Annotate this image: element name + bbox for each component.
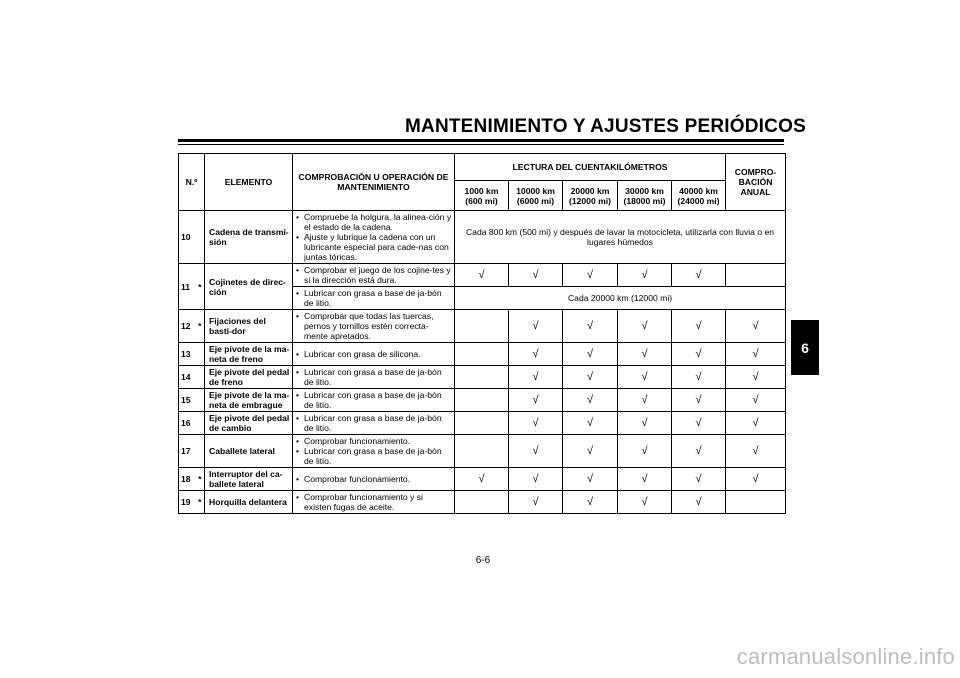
interval-km: 10000 km <box>516 185 555 196</box>
table-row <box>179 264 786 287</box>
check-mark: √ <box>618 264 672 287</box>
check-mark: √ <box>563 491 618 514</box>
empty-cell <box>726 491 786 514</box>
check-mark: √ <box>509 389 563 412</box>
empty-cell <box>455 310 509 343</box>
header-odometer: LECTURA DEL CUENTAKILÓMETROS <box>455 154 726 181</box>
check-mark: √ <box>509 343 563 366</box>
interval-mi: (600 mi) <box>465 195 498 206</box>
operation-bullet: • Lubricar con grasa de silicona. <box>295 349 452 359</box>
dealer-service-mark: * <box>196 310 205 343</box>
interval-mi: (24000 mi) <box>677 195 720 206</box>
check-mark: √ <box>563 343 618 366</box>
interval-km: 20000 km <box>570 185 610 196</box>
check-mark: √ <box>509 468 563 491</box>
check-mark: √ <box>726 310 786 343</box>
item-number: 18 <box>179 468 196 491</box>
item-number: 14 <box>179 366 196 389</box>
check-mark: √ <box>455 468 509 491</box>
table-row <box>179 435 786 468</box>
item-element: Eje pivote de la ma-neta de embrague <box>205 389 293 412</box>
item-element: Horquilla delantera <box>205 491 293 514</box>
item-element: Cojinetes de direc-ción <box>205 264 293 310</box>
interval-km: 1000 km <box>464 185 499 196</box>
item-number: 17 <box>179 435 196 468</box>
item-element: Fijaciones del basti-dor <box>205 310 293 343</box>
check-mark: √ <box>672 412 726 435</box>
header-element: ELEMENTO <box>205 154 293 211</box>
empty-cell <box>455 366 509 389</box>
check-mark: √ <box>726 468 786 491</box>
header-interval <box>509 181 563 211</box>
item-element: Eje pivote de la ma-neta de freno <box>205 343 293 366</box>
check-mark: √ <box>618 412 672 435</box>
header-interval <box>618 181 672 211</box>
page-number: 6-6 <box>475 555 491 566</box>
item-operation <box>293 412 455 435</box>
item-operation <box>293 211 455 264</box>
item-number: 19 <box>179 491 196 514</box>
chapter-tab: 6 <box>791 320 819 375</box>
check-mark: √ <box>618 491 672 514</box>
check-mark: √ <box>455 264 509 287</box>
item-operation <box>293 389 455 412</box>
interval-mi: (6000 mi) <box>516 195 555 206</box>
interval-note: Cada 20000 km (12000 mi) <box>455 287 786 310</box>
item-element: Caballete lateral <box>205 435 293 468</box>
item-operation <box>293 287 455 310</box>
check-mark: √ <box>618 389 672 412</box>
title-rule-thin <box>178 144 784 145</box>
table-row <box>179 491 786 514</box>
item-element: Cadena de transmi-sión <box>205 211 293 264</box>
check-mark: √ <box>672 343 726 366</box>
operation-bullet: • Ajuste y lubrique la cadena con un lubricante especial para cade-nas con juntas tóricas. <box>295 232 452 262</box>
dealer-service-mark <box>196 435 205 468</box>
empty-cell <box>455 389 509 412</box>
operation-bullet: • Lubricar con grasa a base de ja-bón de litio. <box>295 288 452 308</box>
item-number: 16 <box>179 412 196 435</box>
page-title: MANTENIMIENTO Y AJUSTES PERIÓDICOS <box>405 116 806 137</box>
operation-bullet: • Compruebe la holgura, la alinea-ción y el estado de la cadena. <box>295 212 452 232</box>
operation-bullet: • Comprobar el juego de los cojine-tes y si la dirección está dura. <box>295 265 452 285</box>
check-mark: √ <box>618 366 672 389</box>
table-row <box>179 211 786 264</box>
check-mark: √ <box>509 412 563 435</box>
check-mark: √ <box>563 366 618 389</box>
item-element: Eje pivote del pedal de cambio <box>205 412 293 435</box>
dealer-service-mark <box>196 343 205 366</box>
item-number: 11 <box>179 264 196 310</box>
check-mark: √ <box>672 435 726 468</box>
check-mark: √ <box>672 366 726 389</box>
check-mark: √ <box>618 435 672 468</box>
watermark: carmanualsonline.info <box>736 644 955 669</box>
check-mark: √ <box>726 412 786 435</box>
operation-bullet: • Lubricar con grasa a base de ja-bón de litio. <box>295 413 452 433</box>
item-operation <box>293 264 455 287</box>
header-interval <box>672 181 726 211</box>
empty-cell <box>455 412 509 435</box>
dealer-service-mark <box>196 389 205 412</box>
check-mark: √ <box>672 491 726 514</box>
check-mark: √ <box>509 366 563 389</box>
dealer-service-mark: * <box>196 491 205 514</box>
check-mark: √ <box>563 412 618 435</box>
check-mark: √ <box>509 310 563 343</box>
item-operation <box>293 435 455 468</box>
table-row <box>179 468 786 491</box>
header-annual: COMPRO-BACIÓN ANUAL <box>726 154 786 211</box>
empty-cell <box>455 491 509 514</box>
operation-bullet: • Comprobar funcionamiento y si existen fugas de aceite. <box>295 492 452 512</box>
check-mark: √ <box>563 468 618 491</box>
empty-cell <box>726 264 786 287</box>
interval-km: 30000 km <box>625 185 664 196</box>
table-row <box>179 366 786 389</box>
interval-mi: (18000 mi) <box>623 195 666 206</box>
item-element: Eje pivote del pedal de freno <box>205 366 293 389</box>
check-mark: √ <box>618 310 672 343</box>
check-mark: √ <box>618 343 672 366</box>
item-number: 15 <box>179 389 196 412</box>
header-operation: COMPROBACIÓN U OPERACIÓN DE MANTENIMIENTO <box>293 154 455 211</box>
interval-note: Cada 800 km (500 mi) y después de lavar la motocicleta, utilizarla con lluvia o en lugares húmedos <box>455 211 786 264</box>
check-mark: √ <box>726 343 786 366</box>
check-mark: √ <box>726 389 786 412</box>
header-number: N.º <box>179 154 205 211</box>
check-mark: √ <box>509 491 563 514</box>
item-operation <box>293 366 455 389</box>
check-mark: √ <box>726 435 786 468</box>
item-number: 12 <box>179 310 196 343</box>
item-operation <box>293 343 455 366</box>
item-operation <box>293 491 455 514</box>
dealer-service-mark: * <box>196 468 205 491</box>
dealer-service-mark <box>196 211 205 264</box>
check-mark: √ <box>563 435 618 468</box>
check-mark: √ <box>672 389 726 412</box>
operation-bullet: • Comprobar funcionamiento. <box>295 474 452 484</box>
dealer-service-mark <box>196 366 205 389</box>
check-mark: √ <box>563 389 618 412</box>
dealer-service-mark: * <box>196 264 205 310</box>
check-mark: √ <box>563 264 618 287</box>
header-interval <box>455 181 509 211</box>
operation-bullet: • Lubricar con grasa a base de ja-bón de litio. <box>295 367 452 387</box>
table-row <box>179 412 786 435</box>
operation-bullet: • Lubricar con grasa a base de ja-bón de litio. <box>295 390 452 410</box>
item-operation <box>293 310 455 343</box>
table-row <box>179 343 786 366</box>
item-number: 10 <box>179 211 196 264</box>
header-interval <box>563 181 618 211</box>
check-mark: √ <box>726 366 786 389</box>
check-mark: √ <box>672 264 726 287</box>
title-rule-thick <box>178 139 784 142</box>
item-operation <box>293 468 455 491</box>
operation-bullet: • Comprobar funcionamiento. <box>295 436 452 446</box>
interval-mi: (12000 mi) <box>568 195 612 206</box>
check-mark: √ <box>618 468 672 491</box>
item-element: Interruptor del ca-ballete lateral <box>205 468 293 491</box>
item-number: 13 <box>179 343 196 366</box>
check-mark: √ <box>672 468 726 491</box>
interval-km: 40000 km <box>679 185 718 196</box>
operation-bullet: • Comprobar que todas las tuercas, pernos y tornillos estén correcta-mente apretados. <box>295 311 452 341</box>
dealer-service-mark <box>196 412 205 435</box>
check-mark: √ <box>509 264 563 287</box>
check-mark: √ <box>563 310 618 343</box>
check-mark: √ <box>509 435 563 468</box>
maintenance-table <box>178 153 786 514</box>
empty-cell <box>455 343 509 366</box>
table-row <box>179 389 786 412</box>
table-row <box>179 310 786 343</box>
check-mark: √ <box>672 310 726 343</box>
operation-bullet: • Lubricar con grasa a base de ja-bón de litio. <box>295 446 452 466</box>
empty-cell <box>455 435 509 468</box>
